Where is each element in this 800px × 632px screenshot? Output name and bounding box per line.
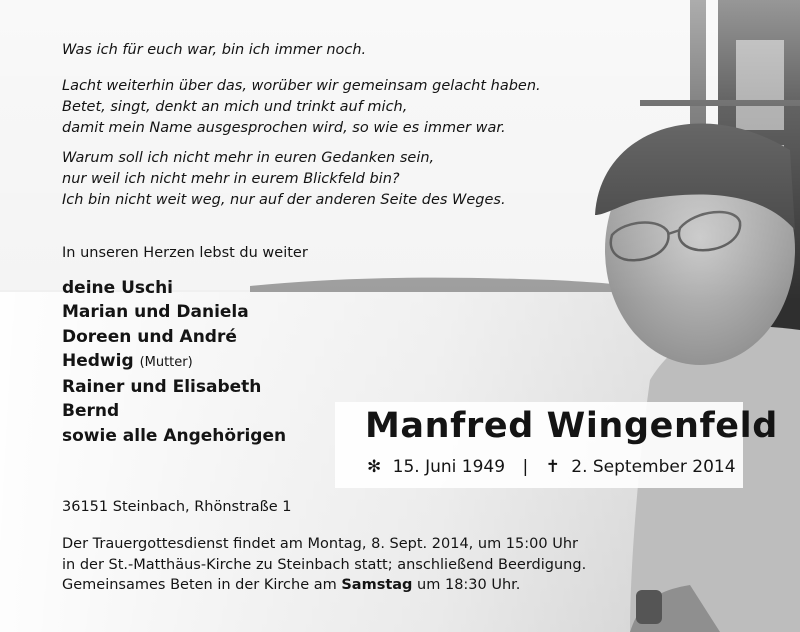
- life-dates: [367, 457, 736, 477]
- birth-date: 15. Juni 1949: [392, 457, 506, 477]
- service-line: [62, 575, 586, 596]
- mourner-name: deine Uschi: [62, 278, 174, 298]
- poem-line: Warum soll ich nicht mehr in euren Gedanken sein,: [62, 150, 435, 166]
- mourner-name: Bernd: [62, 401, 120, 422]
- mourner-name: Marian und Daniela: [62, 302, 249, 323]
- mourner-item: [62, 276, 286, 300]
- mourner-item: [62, 325, 286, 349]
- deceased-name: Manfred Wingenfeld: [365, 406, 778, 446]
- mourner-item: [62, 349, 286, 375]
- address: 36151 Steinbach, Rhönstraße 1: [62, 499, 292, 515]
- mourner-item: [62, 424, 286, 448]
- mourners-list: [62, 276, 286, 448]
- poem-line: Ich bin nicht weit weg, nur auf der anderen Seite des Weges.: [62, 192, 506, 208]
- poem-line: damit mein Name ausgesprochen wird, so wie es immer war.: [62, 120, 506, 136]
- poem-line: Betet, singt, denkt an mich und trinkt auf mich,: [62, 99, 408, 115]
- service-line: in der St.-Matthäus-Kirche zu Steinbach statt; anschließend Beerdigung.: [62, 556, 587, 573]
- mourner-name: sowie alle Angehörigen: [62, 425, 287, 446]
- death-cross-icon: ✝: [545, 457, 560, 477]
- mourner-item: [62, 375, 286, 399]
- service-details: [62, 534, 586, 596]
- birth-star-icon: ✻: [367, 457, 382, 477]
- mourner-name: Hedwig: [62, 350, 134, 371]
- mourner-name: Doreen und André: [62, 326, 237, 347]
- mourner-name: Rainer und Elisabeth: [62, 377, 262, 398]
- death-date: 2. September 2014: [571, 457, 736, 477]
- mourner-item: [62, 300, 286, 324]
- poem-line: Was ich für euch war, bin ich immer noch.: [62, 42, 367, 58]
- poem-line: Lacht weiterhin über das, worüber wir gemeinsam gelacht haben.: [62, 78, 541, 94]
- wristwatch-shape: [636, 590, 662, 624]
- service-day: Samstag: [341, 577, 413, 593]
- service-text: um 18:30 Uhr.: [412, 577, 521, 593]
- intro-text: In unseren Herzen lebst du weiter: [62, 245, 308, 261]
- mourner-relation: (Mutter): [139, 354, 193, 370]
- name-panel: [335, 402, 778, 488]
- poem-stanza-1: [62, 40, 366, 61]
- poem-stanza-2: [62, 76, 541, 139]
- mourner-item: [62, 399, 286, 423]
- service-line: Der Trauergottesdienst findet am Montag, 8. Sept. 2014, um 15:00 Uhr: [62, 536, 578, 552]
- date-separator: |: [522, 457, 529, 477]
- service-text: Gemeinsames Beten in der Kirche am: [62, 577, 342, 593]
- poem-line: nur weil ich nicht mehr in eurem Blickfeld bin?: [62, 171, 400, 187]
- poem-stanza-3: [62, 148, 506, 211]
